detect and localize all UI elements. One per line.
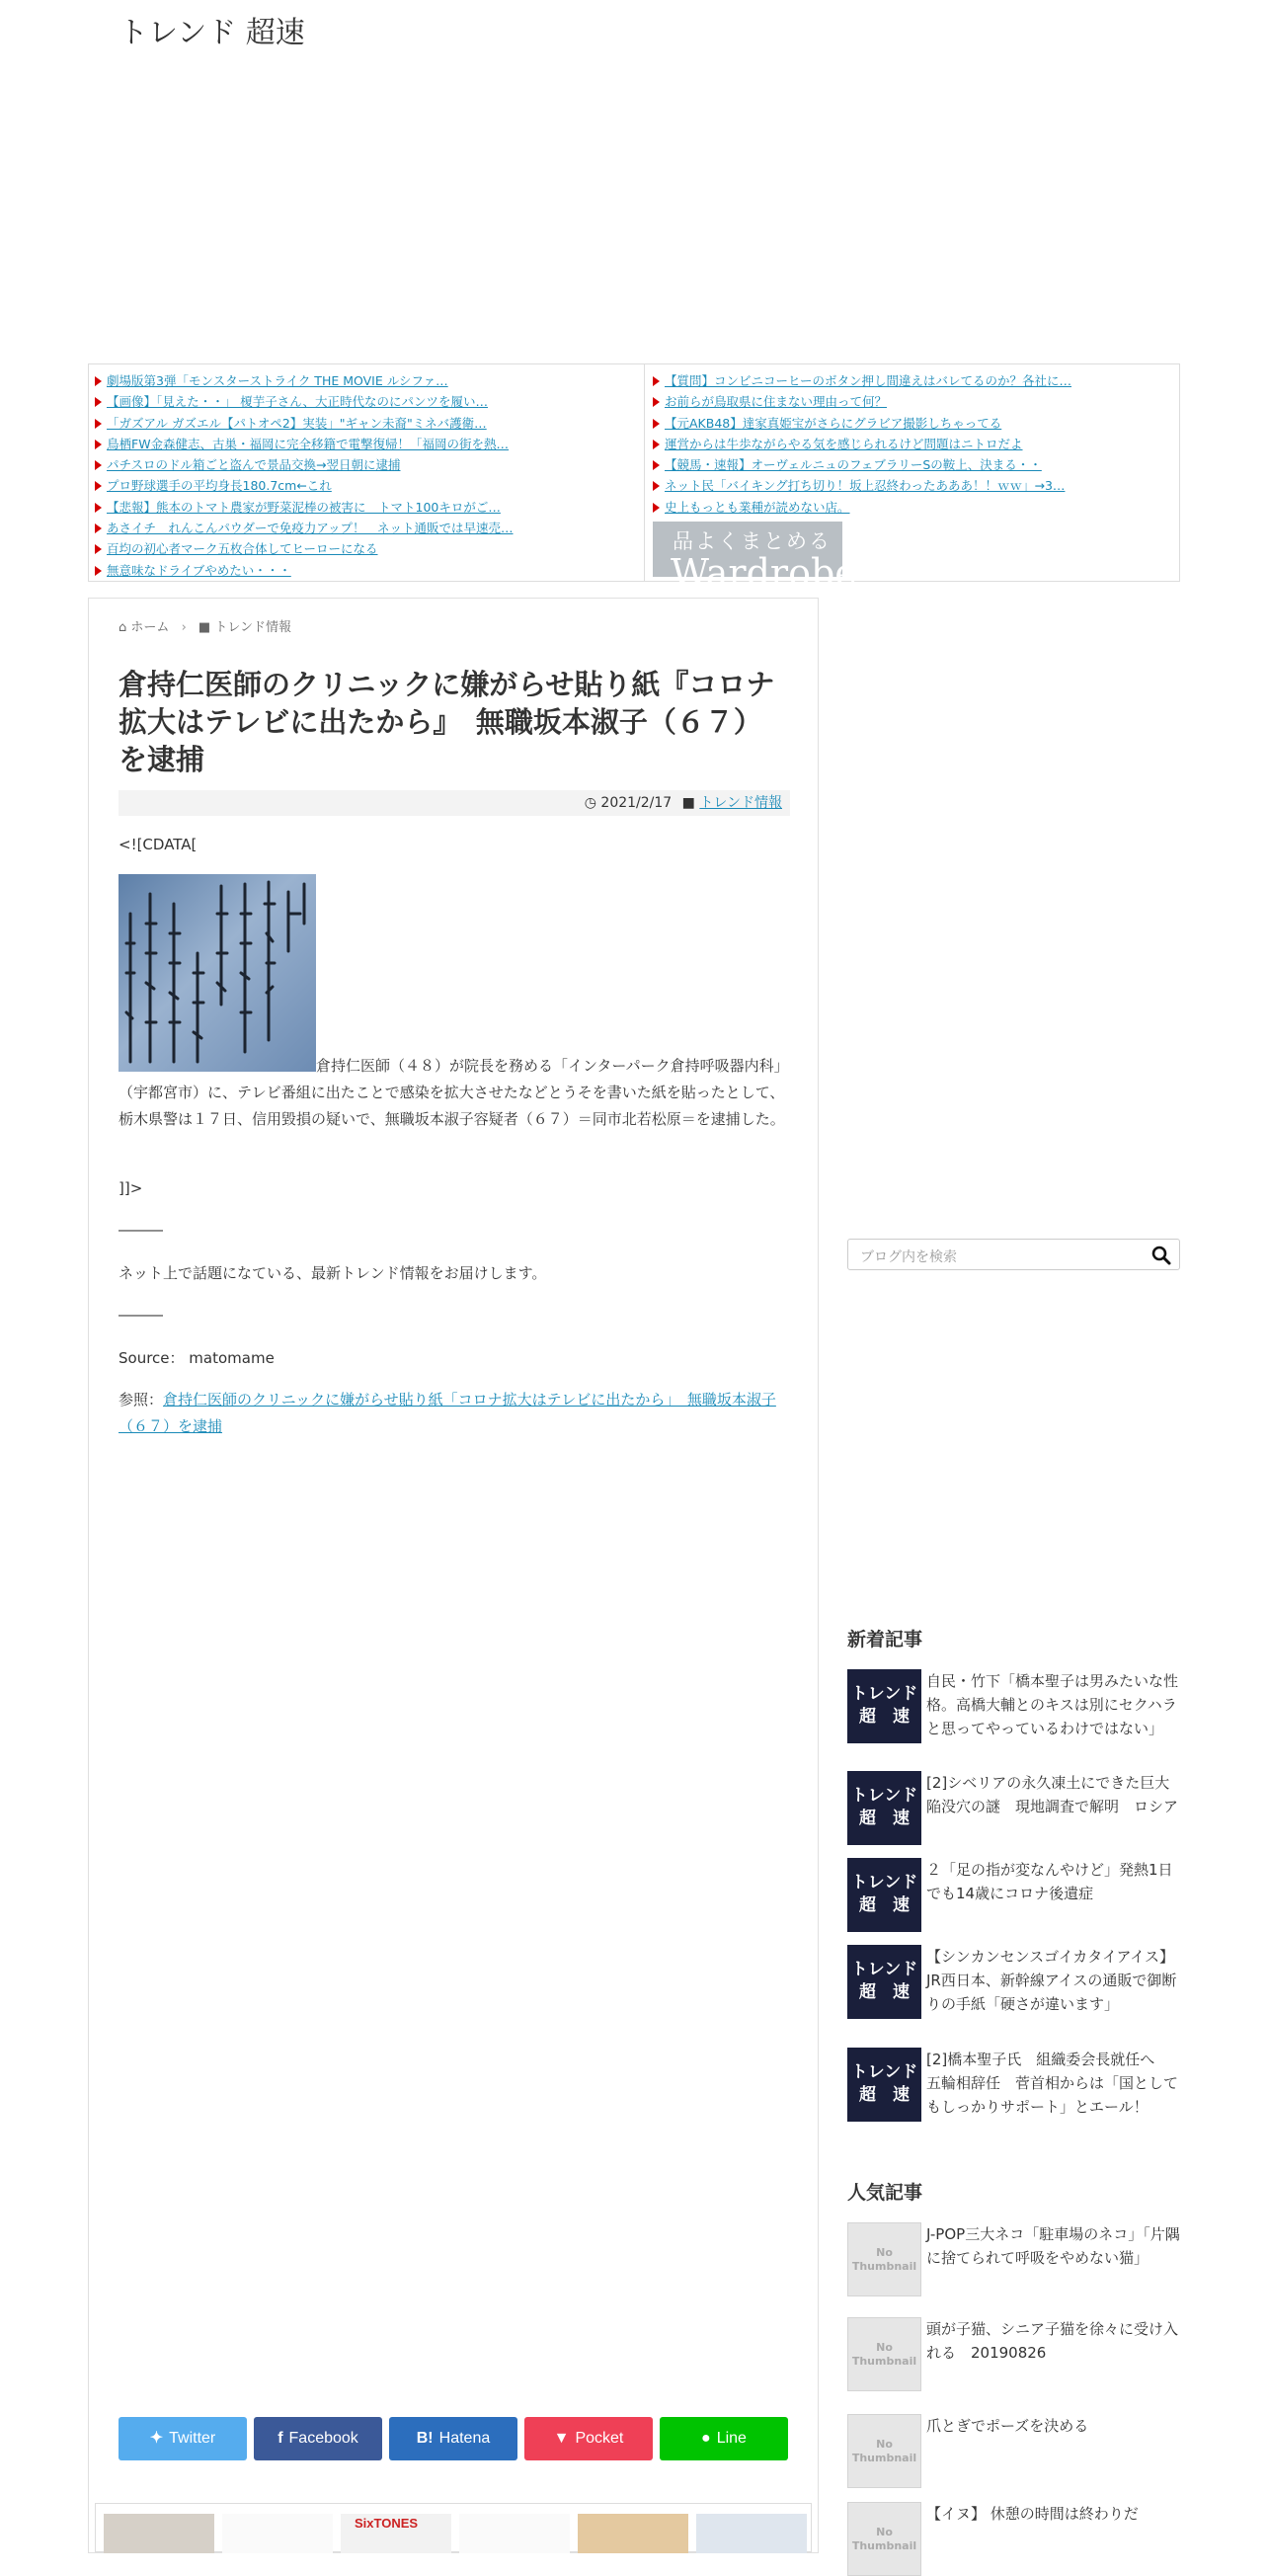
arrow-right-icon [95,523,102,533]
thumb-line2: 超 速 [859,1707,910,1727]
folder-icon: ■ [681,795,695,811]
link-list-item[interactable] [95,538,636,559]
search-placeholder: ブログ内を検索 [860,1249,957,1265]
article-date: 2021/2/17 [600,795,673,811]
search-input[interactable] [847,1239,1180,1270]
arrow-right-icon [653,460,660,470]
trend-thumbnail[interactable] [847,1771,921,1845]
trend-thumbnail[interactable] [847,2048,921,2122]
no-thumb-line2: Thumbnail [851,2260,917,2273]
article-photo [119,874,316,1072]
link-list-link[interactable]: 【元AKB48】達家真姫宝がさらにグラビア撮影しちゃってる [665,415,1002,431]
no-thumbnail[interactable] [847,2222,921,2296]
new-article-title[interactable]: 【シンカンセンスゴイカタイアイス】JR西日本、新幹線アイスの通販で御断りの手紙「硬さが違います」 [926,1948,1177,2013]
article-title: 倉持仁医師のクリニックに嫌がらせ貼り紙『コロナ拡大はテレビに出たから』 無職坂本淑子（６７）を逮捕 [119,668,775,776]
search-icon[interactable] [1151,1246,1171,1265]
trend-thumbnail[interactable] [847,1945,921,2019]
link-list-right [644,364,1177,596]
popular-articles-heading: 人気記事 [847,2182,923,2204]
breadcrumb-home[interactable]: ホーム [130,620,170,635]
arrow-right-icon [95,481,102,491]
arrow-right-icon [95,460,102,470]
link-list-left [95,370,636,581]
cdata-close: ]]> [119,1179,143,1197]
main-article [88,598,819,2553]
thumb-line2: 超 速 [859,1809,910,1828]
thumb-line1: トレンド [850,2062,918,2082]
link-list-link[interactable]: パチスロのドル箱ごと盗んで景品交換→翌日朝に逮捕 [107,457,401,473]
arrow-right-icon [95,544,102,554]
link-list-link[interactable]: 運営からは牛歩ながらやる気を感じられるけど問題はニトロだよ [665,436,1023,451]
share-pocket-button[interactable] [524,2417,653,2460]
share-pocket-label: Pocket [575,2430,624,2447]
no-thumb-line1: No [876,2438,893,2451]
no-thumbnail[interactable] [847,2317,921,2391]
handwritten-note-image [119,874,316,1072]
thumb-line1: トレンド [850,1873,918,1892]
pocket-icon: ▼ [553,2430,570,2447]
link-list-link[interactable]: プロ野球選手の平均身長180.7cm←これ [107,478,332,494]
share-facebook-label: Facebook [288,2430,358,2447]
new-article-title[interactable]: [2]シベリアの永久凍土にできた巨大陥没穴の謎 現地調査で解明 ロシア [926,1774,1179,1815]
thumb-line2: 超 速 [859,2085,910,2105]
no-thumbnail[interactable] [847,2502,921,2576]
link-list-link[interactable]: 【画像】「見えた・・」 榎芋子さん、大正時代なのにパンツを履い… [107,394,488,410]
arrow-right-icon [95,376,102,386]
no-thumb-line1: No [876,2246,893,2259]
wardrobe-banner[interactable] [653,522,857,596]
thumb-line1: トレンド [850,1684,918,1704]
article-intro: ネット上で話題になている、最新トレンド情報をお届けします。 [119,1264,547,1282]
share-hatena-label: Hatena [438,2430,491,2447]
popular-article-title[interactable]: 頭が子猫、シニア子猫を徐々に受け入れる 20190826 [926,2320,1179,2362]
chevron-right-icon: › [181,620,187,635]
arrow-right-icon [653,376,660,386]
site-title[interactable]: トレンド 超速 [119,16,305,50]
link-list-link[interactable]: 劇場版第3弾「モンスターストライク THE MOVIE ルシファ… [107,373,448,388]
trend-thumbnail[interactable] [847,1858,921,1932]
arrow-right-icon [95,397,102,407]
new-article-title[interactable]: ２「足の指が変なんやけど」発熱1日でも14歳にコロナ後遺症 [926,1861,1173,1902]
related-thumb[interactable] [459,2514,570,2553]
share-twitter-button[interactable] [119,2417,247,2460]
link-list-item[interactable] [653,434,1177,454]
arrow-right-icon [653,481,660,491]
new-articles-heading: 新着記事 [847,1629,923,1650]
link-list-link[interactable]: ネット民「バイキング打ち切り！坂上忍終わったあああ！！ｗｗ」→3… [665,478,1066,494]
arrow-right-icon [653,503,660,513]
link-list-link[interactable]: 【競馬・速報】オーヴェルニュのフェブラリーSの鞍上、決まる・・ [665,457,1042,473]
link-list-item[interactable] [95,475,636,496]
link-list-item[interactable] [95,434,636,454]
popular-article-title[interactable]: 爪とぎでポーズを決める [926,2417,1089,2435]
link-list-link[interactable]: 【悲報】熊本のトマト農家が野菜泥棒の被害に トマト100キロがご… [107,499,501,515]
no-thumb-line1: No [876,2341,893,2354]
share-line-label: Line [716,2430,747,2447]
share-line-button[interactable] [660,2417,788,2460]
related-thumb[interactable] [578,2514,688,2553]
breadcrumb [119,616,291,635]
link-list-link[interactable]: 鳥栖FW金森健志、古巣・福岡に完全移籍で電撃復帰！「福岡の街を熱… [107,436,510,451]
link-list-item[interactable] [653,454,1177,475]
no-thumb-line2: Thumbnail [851,2539,917,2552]
breadcrumb-category[interactable]: トレンド情報 [214,620,292,635]
related-thumb[interactable] [341,2514,451,2553]
link-list-item[interactable] [653,413,1177,434]
arrow-right-icon [95,419,102,429]
link-list-link[interactable]: 百均の初心者マーク五枚合体してヒーローになる [107,541,378,557]
link-list-link[interactable]: 「ガズアル ガズエル【パトオペ2】実装」"ギャン未裔"ミネバ護衛… [107,415,487,431]
thumb-line1: トレンド [850,1960,918,1979]
reference-label: 参照： [119,1391,164,1409]
arrow-right-icon [95,566,102,576]
divider-2: ――― [119,1306,163,1324]
popular-article-title[interactable]: J-POP三大ネコ「駐車場のネコ」「片隅に捨てられて呼吸をやめない猫」 [926,2225,1180,2267]
link-list-item[interactable] [653,370,1177,391]
arrow-right-icon [95,440,102,449]
link-list-link[interactable]: お前らが鳥取県に住まない理由って何？ [665,394,888,410]
link-list-item[interactable] [653,475,1177,496]
wardrobe-banner-line2: Wardrobe [671,551,857,596]
twitter-icon: ✦ [149,2430,164,2447]
related-thumb[interactable] [222,2514,333,2553]
no-thumb-line2: Thumbnail [851,2452,917,2464]
related-thumb-label: SixTONES [355,2516,419,2531]
link-list-item[interactable] [653,497,1177,518]
link-list-link[interactable]: あさイチ れんこんパウダーで免疫力アップ！ ネット通販では早速売… [107,521,514,536]
share-facebook-button[interactable] [254,2417,382,2460]
divider-1: ――― [119,1221,163,1239]
article-category-link[interactable]: トレンド情報 [699,795,782,811]
article-lead: 倉持仁医師（４８）が院長を務める「インターパーク倉持呼吸器内科」（宇都宮市）に、テレビ番組に出たことで感染を拡大させたなどとうそを書いた紙を貼ったとして、栃木県警は１７日、信用毀損の疑いで、無職坂本淑子容疑者（６７）＝同市北若松原＝を逮捕した。 [119,1057,789,1128]
link-list-item[interactable] [95,497,636,518]
hatena-icon: B! [416,2430,434,2447]
arrow-right-icon [653,440,660,449]
thumb-line2: 超 速 [859,1982,910,2002]
folder-icon: ■ [198,620,211,635]
related-thumb[interactable] [696,2514,807,2553]
thumb-line1: トレンド [850,1786,918,1806]
no-thumb-line1: No [876,2526,893,2538]
trend-thumbnail[interactable] [847,1669,921,1743]
new-article-title[interactable]: 自民・竹下「橋本聖子は男みたいな性格。高橋大輔とのキスは別にセクハラと思ってやっているわけではない」 [926,1672,1179,1737]
link-list-item[interactable] [95,518,636,538]
link-list-item[interactable] [95,560,636,581]
clock-icon: ◷ [584,795,596,811]
share-buttons [119,2417,790,2460]
arrow-right-icon [653,397,660,407]
link-list-box [88,363,1180,596]
article-meta [119,790,790,816]
article-source: Source： matomame [119,1349,275,1367]
reference-link[interactable]: 倉持仁医師のクリニックに嫌がらせ貼り紙「コロナ拡大はテレビに出たから」 無職坂本淑子（６７）を逮捕 [119,1391,776,1435]
home-icon: ⌂ [119,620,127,635]
new-article-title[interactable]: [2]橋本聖子氏 組織委会長就任へ 五輪相辞任 菅首相からは「国としてもしっかりサポート」とエール！ [926,2051,1179,2116]
popular-article-title[interactable]: 【イヌ】 休憩の時間は終わりだ [926,2505,1139,2523]
link-list-link[interactable]: 【質問】コンビニコーヒーのボタン押し間違えはバレてるのか？各社に… [665,373,1072,388]
no-thumb-line2: Thumbnail [851,2355,917,2368]
link-list-item[interactable] [95,413,636,434]
line-icon: ● [701,2430,711,2447]
wardrobe-banner-line1: 品よくまとめる [673,529,832,554]
link-list-link[interactable]: 史上もっとも業種が読めない店。 [665,499,850,515]
related-articles-strip [95,2503,812,2552]
link-list-item[interactable] [95,370,636,391]
no-thumbnail[interactable] [847,2414,921,2488]
link-list-item[interactable] [95,391,636,412]
link-list-item[interactable] [653,391,1177,412]
arrow-right-icon [653,419,660,429]
share-twitter-label: Twitter [169,2430,216,2447]
share-hatena-button[interactable] [389,2417,517,2460]
article-reference [119,1387,790,1440]
thumb-line2: 超 速 [859,1895,910,1915]
related-thumb[interactable] [104,2514,214,2553]
facebook-icon: f [277,2430,283,2447]
link-list-item[interactable] [95,454,636,475]
arrow-right-icon [95,503,102,513]
cdata-open: <![CDATA[ [119,836,198,853]
link-list-link[interactable]: 無意味なドライブやめたい・・・ [107,562,291,578]
